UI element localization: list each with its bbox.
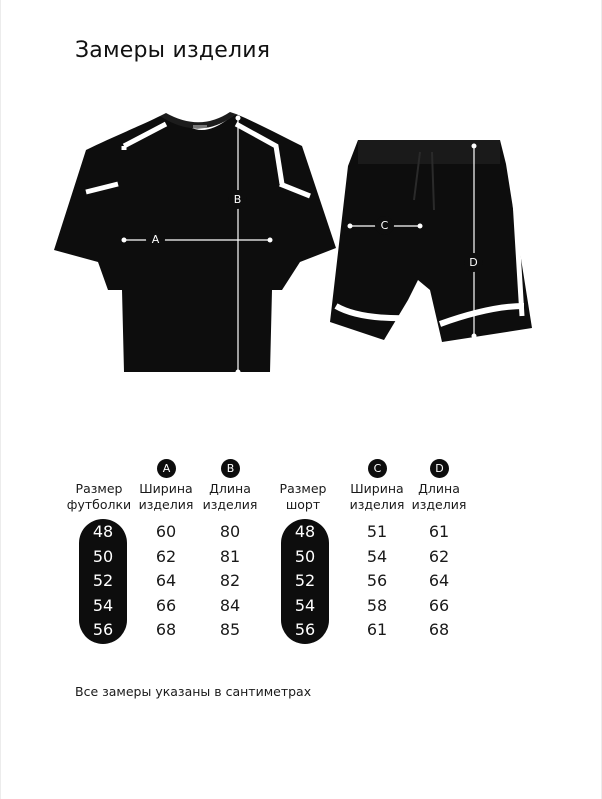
shorts-width-cell: 54: [366, 547, 388, 566]
marker-a: A: [146, 230, 165, 249]
shorts-size-cell: 50: [294, 547, 316, 566]
tshirt-size-cell: 50: [92, 547, 114, 566]
table-marker-d: D: [430, 459, 449, 478]
marker-d: D: [464, 253, 483, 272]
shorts-width-cell: 56: [366, 571, 388, 590]
shorts-length-cell: 68: [428, 620, 450, 639]
shorts-length-header: Длина изделия: [411, 481, 467, 512]
shorts-size-cell: 56: [294, 620, 316, 639]
tshirt-length-cell: 82: [219, 571, 241, 590]
tshirt-illustration: [54, 112, 336, 375]
shorts-length-cell: 66: [428, 596, 450, 615]
tshirt-size-cell: 48: [92, 522, 114, 541]
tshirt-width-cell: 66: [155, 596, 177, 615]
tshirt-size-cell: 54: [92, 596, 114, 615]
page-title: Замеры изделия: [75, 38, 271, 63]
table-marker-c: C: [368, 459, 387, 478]
tshirt-length-header: Длина изделия: [202, 481, 258, 512]
tshirt-width-cell: 62: [155, 547, 177, 566]
table-marker-b: B: [221, 459, 240, 478]
marker-c: C: [375, 216, 394, 235]
tshirt-length-cell: 85: [219, 620, 241, 639]
tshirt-length-cell: 81: [219, 547, 241, 566]
shorts-width-header: Ширина изделия: [349, 481, 405, 512]
shorts-width-cell: 58: [366, 596, 388, 615]
tshirt-length-cell: 84: [219, 596, 241, 615]
shorts-length-cell: 61: [428, 522, 450, 541]
shorts-size-cell: 48: [294, 522, 316, 541]
tshirt-length-cell: 80: [219, 522, 241, 541]
shorts-width-cell: 61: [366, 620, 388, 639]
shorts-size-cell: 54: [294, 596, 316, 615]
units-note: Все замеры указаны в сантиметрах: [75, 684, 312, 699]
tshirt-size-cell: 52: [92, 571, 114, 590]
shorts-illustration: [330, 140, 532, 342]
tshirt-size-cell: 56: [92, 620, 114, 639]
tshirt-width-header: Ширина изделия: [138, 481, 194, 512]
marker-b: B: [228, 190, 247, 209]
shorts-width-cell: 51: [366, 522, 388, 541]
tshirt-width-cell: 64: [155, 571, 177, 590]
shorts-length-cell: 64: [428, 571, 450, 590]
table-marker-a: A: [157, 459, 176, 478]
tshirt-size-header: Размер футболки: [66, 481, 132, 512]
tshirt-width-cell: 68: [155, 620, 177, 639]
shorts-size-header: Размер шорт: [279, 481, 327, 512]
tshirt-width-cell: 60: [155, 522, 177, 541]
shorts-length-cell: 62: [428, 547, 450, 566]
shorts-size-cell: 52: [294, 571, 316, 590]
